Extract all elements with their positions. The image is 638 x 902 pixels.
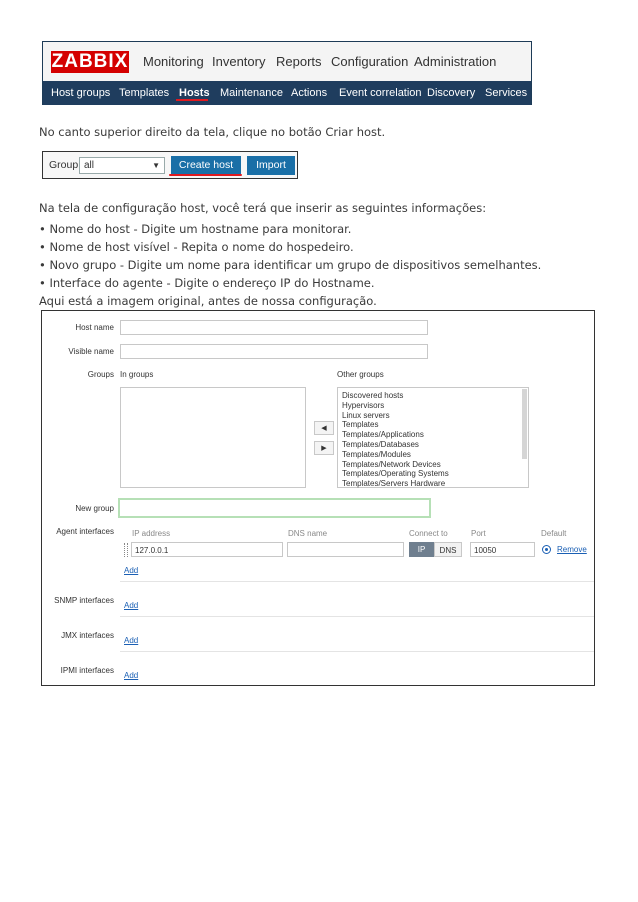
in-groups-list[interactable] bbox=[120, 387, 306, 488]
divider bbox=[120, 651, 594, 652]
new-group-input[interactable] bbox=[118, 498, 431, 518]
port-input[interactable] bbox=[470, 542, 535, 557]
groups-label: Groups bbox=[87, 370, 114, 379]
in-groups-label: In groups bbox=[120, 370, 154, 379]
host-name-input[interactable] bbox=[120, 320, 428, 335]
default-header: Default bbox=[541, 529, 567, 538]
bullet-visible-name: • Nome de host visível - Repita o nome do hospedeiro. bbox=[39, 240, 354, 254]
add-agent-interface-link[interactable]: Add bbox=[124, 566, 139, 575]
create-host-highlight-underline bbox=[169, 174, 242, 176]
other-groups-list[interactable] bbox=[337, 387, 529, 488]
configuration-submenu-bar bbox=[43, 81, 531, 105]
submenu-actions[interactable]: Actions bbox=[291, 87, 328, 99]
connect-to-header: Connect to bbox=[409, 529, 448, 538]
other-groups-label: Other groups bbox=[337, 370, 384, 379]
visible-name-label: Visible name bbox=[68, 347, 114, 356]
menu-configuration[interactable]: Configuration bbox=[331, 54, 409, 69]
ipmi-interfaces-label: IPMI interfaces bbox=[60, 666, 114, 675]
chevron-down-icon: ▼ bbox=[152, 161, 160, 170]
caption-original-image: Aqui está a imagem original, antes de nossa configuração. bbox=[39, 294, 377, 308]
list-item[interactable]: Templates/Servers Hardware bbox=[342, 479, 446, 489]
dns-name-input[interactable] bbox=[287, 542, 404, 557]
main-menu-bar bbox=[43, 42, 531, 81]
group-filter-label: Group bbox=[49, 159, 79, 171]
port-header: Port bbox=[471, 529, 486, 538]
submenu-services[interactable]: Services bbox=[485, 87, 528, 99]
menu-inventory[interactable]: Inventory bbox=[212, 54, 266, 69]
list-item[interactable]: Templates/Databases bbox=[342, 439, 419, 449]
menu-monitoring[interactable]: Monitoring bbox=[143, 54, 204, 69]
menu-administration[interactable]: Administration bbox=[414, 54, 497, 69]
add-ipmi-interface-link[interactable]: Add bbox=[124, 671, 139, 680]
move-right-button[interactable] bbox=[314, 441, 334, 455]
arrow-left-icon: ◀ bbox=[321, 424, 327, 432]
default-radio[interactable] bbox=[542, 545, 551, 554]
bullet-new-group: • Novo grupo - Digite um nome para identificar um grupo de dispositivos semelhantes. bbox=[39, 258, 542, 272]
ip-address-header: IP address bbox=[132, 529, 171, 538]
visible-name-input[interactable] bbox=[120, 344, 428, 359]
hosts-highlight-underline bbox=[176, 99, 208, 101]
submenu-event-correlation[interactable]: Event correlation bbox=[339, 87, 422, 99]
ip-address-value: 127.0.0.1 bbox=[135, 546, 169, 555]
submenu-host-groups[interactable]: Host groups bbox=[51, 87, 111, 99]
connect-dns-toggle[interactable]: DNS bbox=[434, 542, 462, 557]
list-item[interactable]: Templates/Operating Systems bbox=[342, 469, 449, 479]
move-left-button[interactable] bbox=[314, 421, 334, 435]
port-value: 10050 bbox=[474, 546, 497, 555]
remove-link[interactable]: Remove bbox=[557, 545, 587, 554]
menu-reports[interactable]: Reports bbox=[276, 54, 322, 69]
list-item[interactable]: Templates bbox=[342, 420, 379, 430]
list-item[interactable]: Linux servers bbox=[342, 410, 390, 420]
group-select-value: all bbox=[84, 160, 95, 171]
list-item[interactable]: Templates/Modules bbox=[342, 449, 411, 459]
instruction-host-config: Na tela de configuração host, você terá que inserir as seguintes informações: bbox=[39, 201, 487, 215]
jmx-interfaces-label: JMX interfaces bbox=[61, 631, 114, 640]
instruction-create-host: No canto superior direito da tela, clique no botão Criar host. bbox=[39, 125, 386, 139]
submenu-maintenance[interactable]: Maintenance bbox=[220, 87, 283, 99]
snmp-interfaces-label: SNMP interfaces bbox=[54, 596, 114, 605]
create-host-button[interactable]: Create host bbox=[171, 156, 241, 175]
list-item[interactable]: Discovered hosts bbox=[342, 391, 404, 400]
submenu-templates[interactable]: Templates bbox=[119, 87, 170, 99]
divider bbox=[120, 616, 594, 617]
bullet-host-name: • Nome do host - Digite um hostname para monitorar. bbox=[39, 222, 352, 236]
add-jmx-interface-link[interactable]: Add bbox=[124, 636, 139, 645]
bullet-agent-interface: • Interface do agente - Digite o endereço IP do Hostname. bbox=[39, 276, 375, 290]
list-item[interactable]: Templates/Network Devices bbox=[342, 459, 441, 469]
ip-address-input[interactable] bbox=[131, 542, 283, 557]
host-form-screenshot bbox=[41, 310, 595, 686]
submenu-hosts[interactable]: Hosts bbox=[179, 87, 210, 99]
new-group-label: New group bbox=[75, 504, 114, 513]
group-select[interactable] bbox=[79, 157, 165, 174]
arrow-right-icon: ▶ bbox=[321, 444, 327, 452]
add-snmp-interface-link[interactable]: Add bbox=[124, 601, 139, 610]
zabbix-logo: ZABBIX bbox=[51, 51, 129, 72]
dns-name-header: DNS name bbox=[288, 529, 328, 538]
divider bbox=[120, 581, 594, 582]
agent-interfaces-label: Agent interfaces bbox=[56, 527, 114, 536]
import-button[interactable]: Import bbox=[247, 156, 295, 175]
submenu-discovery[interactable]: Discovery bbox=[427, 87, 476, 99]
list-item[interactable]: Templates/Applications bbox=[342, 430, 424, 440]
host-name-label: Host name bbox=[75, 323, 114, 332]
list-item[interactable]: Hypervisors bbox=[342, 400, 385, 410]
scrollbar[interactable] bbox=[522, 389, 527, 459]
zabbix-navigation-screenshot bbox=[42, 41, 532, 105]
connect-ip-toggle[interactable]: IP bbox=[409, 542, 434, 557]
drag-handle-icon[interactable] bbox=[124, 543, 128, 557]
